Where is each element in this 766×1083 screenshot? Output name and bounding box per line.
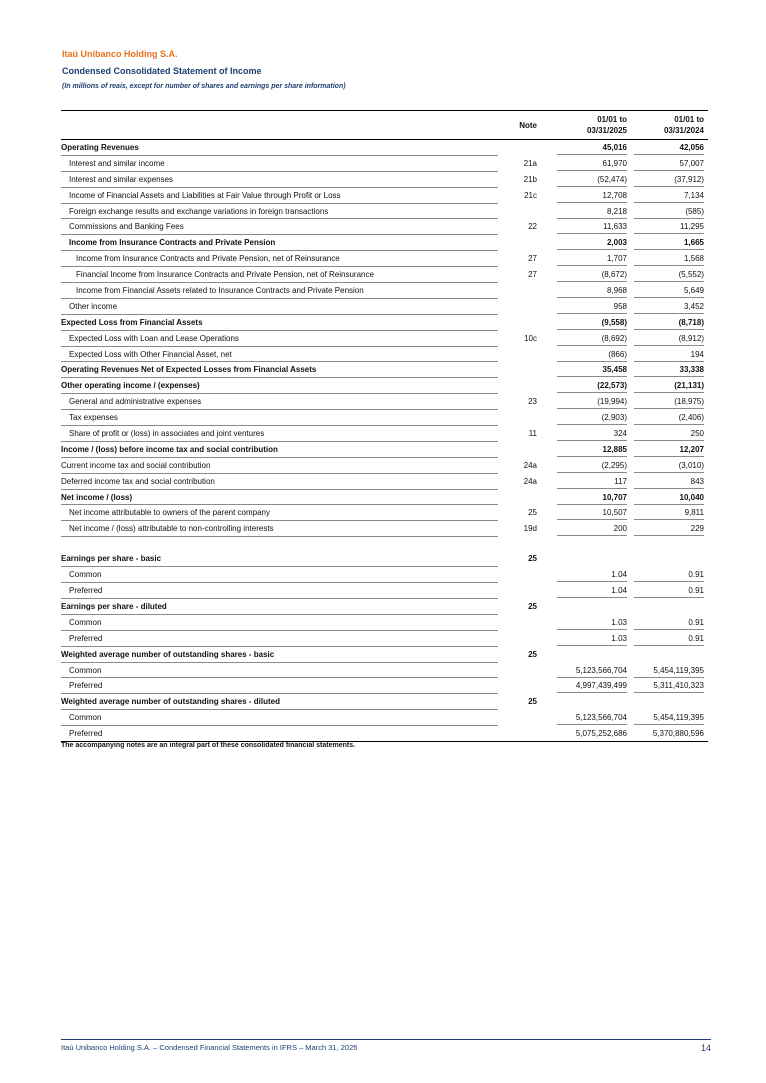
row-value-2025: 12,708 xyxy=(551,191,627,200)
row-note: 24a xyxy=(523,476,537,486)
row-note: 25 xyxy=(528,554,537,564)
period-2024-header-line2: 03/31/2024 xyxy=(663,126,704,135)
row-value-2025: (8,692) xyxy=(551,334,627,343)
table-row xyxy=(61,521,708,537)
row-value-2025: 2,003 xyxy=(551,238,627,247)
row-value-2025: 200 xyxy=(551,524,627,533)
row-label: Income from Insurance Contracts and Private Pension, net of Reinsurance xyxy=(76,254,340,264)
row-value-2025: 11,633 xyxy=(551,222,627,231)
row-label: Operating Revenues xyxy=(61,143,139,152)
table-row xyxy=(61,188,708,204)
row-value-2025: (2,903) xyxy=(551,413,627,422)
row-value-2025: 1.03 xyxy=(551,634,627,643)
income-statement-table xyxy=(61,110,708,742)
row-value-2024: 3,452 xyxy=(628,302,704,311)
table-row xyxy=(61,331,708,347)
table-row xyxy=(61,631,708,647)
row-value-2025: 1.03 xyxy=(551,618,627,627)
row-value-2024: 0.91 xyxy=(628,618,704,627)
row-value-2024: 9,811 xyxy=(628,508,704,517)
table-row xyxy=(61,474,708,490)
table-row xyxy=(61,694,708,710)
row-value-2025: (866) xyxy=(551,350,627,359)
row-label: Earnings per share - basic xyxy=(61,554,162,564)
row-value-2024: (3,010) xyxy=(628,461,704,470)
table-row xyxy=(61,283,708,299)
row-label: Weighted average number of outstanding shares - basic xyxy=(61,649,275,659)
row-label: Income from Insurance Contracts and Private Pension xyxy=(69,238,276,248)
period-2025-header-line1: 01/01 to xyxy=(597,115,627,124)
row-label: Financial Income from Insurance Contracts and Private Pension, net of Reinsurance xyxy=(76,270,374,280)
row-value-2025: 61,970 xyxy=(551,159,627,168)
table-row xyxy=(61,235,708,251)
row-note: 25 xyxy=(528,508,537,518)
row-value-2024: 11,295 xyxy=(628,222,704,231)
row-label: Interest and similar expenses xyxy=(69,174,174,184)
row-note: 21c xyxy=(524,190,537,200)
row-note: 21b xyxy=(523,174,537,184)
row-note: 27 xyxy=(528,270,537,280)
row-label: Commissions and Banking Fees xyxy=(69,222,184,232)
table-row xyxy=(61,347,708,363)
row-note: 27 xyxy=(528,254,537,264)
note-column-header: Note xyxy=(519,121,537,130)
table-row xyxy=(61,172,708,188)
table-row xyxy=(61,204,708,220)
table-row xyxy=(61,299,708,315)
row-value-2025: 1.04 xyxy=(551,570,627,579)
table-row xyxy=(61,251,708,267)
row-label: Preferred xyxy=(69,633,103,643)
row-value-2025: (52,474) xyxy=(551,175,627,184)
statement-subtitle: (In millions of reais, except for number of shares and earnings per share information) xyxy=(62,83,346,90)
row-value-2024: 1,665 xyxy=(628,238,704,247)
table-row xyxy=(61,490,708,506)
row-label: Common xyxy=(69,617,102,627)
table-row xyxy=(61,615,708,631)
row-value-2025: 8,968 xyxy=(551,286,627,295)
row-value-2025: 5,123,566,704 xyxy=(551,666,627,675)
spacer-row xyxy=(61,537,708,551)
row-value-2024: 1,568 xyxy=(628,254,704,263)
row-label: Share of profit or (loss) in associates and joint ventures xyxy=(69,429,265,439)
row-value-2024: 5,454,119,395 xyxy=(628,666,704,675)
row-value-2025: 324 xyxy=(551,429,627,438)
row-label: Income / (loss) before income tax and social contribution xyxy=(61,444,278,454)
row-value-2024: 33,338 xyxy=(628,365,704,374)
row-note: 25 xyxy=(528,697,537,707)
table-row xyxy=(61,442,708,458)
table-row xyxy=(61,567,708,583)
row-value-2024: 5,311,410,323 xyxy=(628,681,704,690)
table-row xyxy=(61,219,708,235)
row-value-2025: 117 xyxy=(551,477,627,486)
footer-text: Itaú Unibanco Holding S.A. – Condensed Financial Statements in IFRS – March 31, 2025 xyxy=(61,1043,358,1052)
row-label: Common xyxy=(69,665,102,675)
footnote: The accompanying notes are an integral part of these consolidated financial statements. xyxy=(61,742,356,749)
row-label: Income from Financial Assets related to Insurance Contracts and Private Pension xyxy=(76,286,364,296)
row-label: Other income xyxy=(69,301,118,311)
row-label: Other operating income / (expenses) xyxy=(61,381,200,391)
row-value-2025: (2,295) xyxy=(551,461,627,470)
row-value-2024: 0.91 xyxy=(628,634,704,643)
table-row xyxy=(61,647,708,663)
row-label: Expected Loss from Financial Assets xyxy=(61,317,203,327)
period-2024-column-header xyxy=(634,114,704,136)
row-note: 21a xyxy=(523,158,537,168)
row-value-2025: (19,994) xyxy=(551,397,627,406)
row-value-2025: (9,558) xyxy=(551,318,627,327)
row-note: 24a xyxy=(523,460,537,470)
row-value-2024: 0.91 xyxy=(628,586,704,595)
row-value-2024: 250 xyxy=(628,429,704,438)
row-value-2025: 10,707 xyxy=(551,493,627,502)
footer-divider xyxy=(61,1039,711,1040)
row-value-2024: (5,552) xyxy=(628,270,704,279)
row-label: General and administrative expenses xyxy=(69,397,202,407)
period-2024-header-line1: 01/01 to xyxy=(674,115,704,124)
row-value-2024: (37,912) xyxy=(628,175,704,184)
row-note: 11 xyxy=(528,429,537,439)
company-name: Itaú Unibanco Holding S.A. xyxy=(62,49,178,59)
table-row xyxy=(61,394,708,410)
row-note: 22 xyxy=(528,222,537,232)
row-note: 10c xyxy=(524,333,537,343)
statement-title: Condensed Consolidated Statement of Income xyxy=(62,66,262,76)
row-value-2025: 8,218 xyxy=(551,207,627,216)
table-row xyxy=(61,458,708,474)
row-value-2024: 10,040 xyxy=(628,493,704,502)
row-value-2024: 5,454,119,395 xyxy=(628,713,704,722)
row-label: Net income / (loss) attributable to non-controlling interests xyxy=(69,524,274,534)
row-value-2025: 35,458 xyxy=(551,365,627,374)
row-label: Deferred income tax and social contribution xyxy=(61,476,215,486)
row-note: 23 xyxy=(528,397,537,407)
table-row xyxy=(61,315,708,331)
row-value-2025: 4,997,439,499 xyxy=(551,681,627,690)
row-value-2024: 843 xyxy=(628,477,704,486)
row-value-2025: 5,123,566,704 xyxy=(551,713,627,722)
row-value-2024: (8,912) xyxy=(628,334,704,343)
row-value-2025: (22,573) xyxy=(551,381,627,390)
row-value-2025: 1.04 xyxy=(551,586,627,595)
row-value-2025: 12,885 xyxy=(551,445,627,454)
row-value-2024: (8,718) xyxy=(628,318,704,327)
period-2025-column-header xyxy=(557,114,627,136)
table-row xyxy=(61,710,708,726)
row-label: Current income tax and social contribution xyxy=(61,460,211,470)
row-value-2024: 194 xyxy=(628,350,704,359)
row-value-2024: 5,370,880,596 xyxy=(652,729,704,739)
row-label: Weighted average number of outstanding shares - diluted xyxy=(61,697,280,707)
table-row xyxy=(61,426,708,442)
row-label: Common xyxy=(69,713,102,723)
row-value-2024: 5,649 xyxy=(628,286,704,295)
row-note: 25 xyxy=(528,649,537,659)
row-note: 19d xyxy=(523,524,537,534)
row-value-2024: 7,134 xyxy=(628,191,704,200)
table-row xyxy=(61,378,708,394)
row-label: Net income / (loss) xyxy=(61,492,133,502)
row-value-2025: 958 xyxy=(551,302,627,311)
period-2025-header-line2: 03/31/2025 xyxy=(586,126,627,135)
row-value-2025: 1,707 xyxy=(551,254,627,263)
page-number: 14 xyxy=(700,1043,711,1053)
row-label: Net income attributable to owners of the parent company xyxy=(69,508,270,518)
row-value-2025: 45,016 xyxy=(551,143,627,152)
table-row xyxy=(61,583,708,599)
row-label: Expected Loss with Loan and Lease Operations xyxy=(69,333,239,343)
row-value-2024: 12,207 xyxy=(628,445,704,454)
table-row xyxy=(61,599,708,615)
row-value-2025: 10,507 xyxy=(551,508,627,517)
row-label: Interest and similar income xyxy=(69,158,165,168)
table-row xyxy=(61,156,708,172)
row-label: Preferred xyxy=(69,586,103,596)
table-row xyxy=(61,362,708,378)
row-value-2024: (2,406) xyxy=(628,413,704,422)
row-label: Expected Loss with Other Financial Asset, net xyxy=(69,349,232,359)
row-value-2024: 57,007 xyxy=(628,159,704,168)
row-label: Common xyxy=(69,570,102,580)
row-value-2024: 42,056 xyxy=(628,143,704,152)
row-value-2025: (8,672) xyxy=(551,270,627,279)
table-row xyxy=(61,267,708,283)
row-label: Preferred xyxy=(69,729,103,739)
table-row xyxy=(61,551,708,567)
row-value-2024: 0.91 xyxy=(628,570,704,579)
row-label: Tax expenses xyxy=(69,413,118,423)
row-label: Income of Financial Assets and Liabilities at Fair Value through Profit or Loss xyxy=(69,190,341,200)
table-row xyxy=(61,410,708,426)
table-row xyxy=(61,726,708,742)
row-note: 25 xyxy=(528,601,537,611)
row-label: Foreign exchange results and exchange variations in foreign transactions xyxy=(69,206,329,216)
row-value-2024: 229 xyxy=(628,524,704,533)
row-label: Preferred xyxy=(69,681,103,691)
table-row xyxy=(61,505,708,521)
row-value-2024: (18,975) xyxy=(628,397,704,406)
table-row xyxy=(61,663,708,679)
table-row xyxy=(61,678,708,694)
row-value-2024: (21,131) xyxy=(628,381,704,390)
row-label: Operating Revenues Net of Expected Losses from Financial Assets xyxy=(61,365,317,375)
row-value-2025: 5,075,252,686 xyxy=(575,729,627,739)
table-header xyxy=(61,111,708,140)
table-row xyxy=(61,140,708,156)
row-label: Earnings per share - diluted xyxy=(61,601,167,611)
row-value-2024: (585) xyxy=(628,207,704,216)
